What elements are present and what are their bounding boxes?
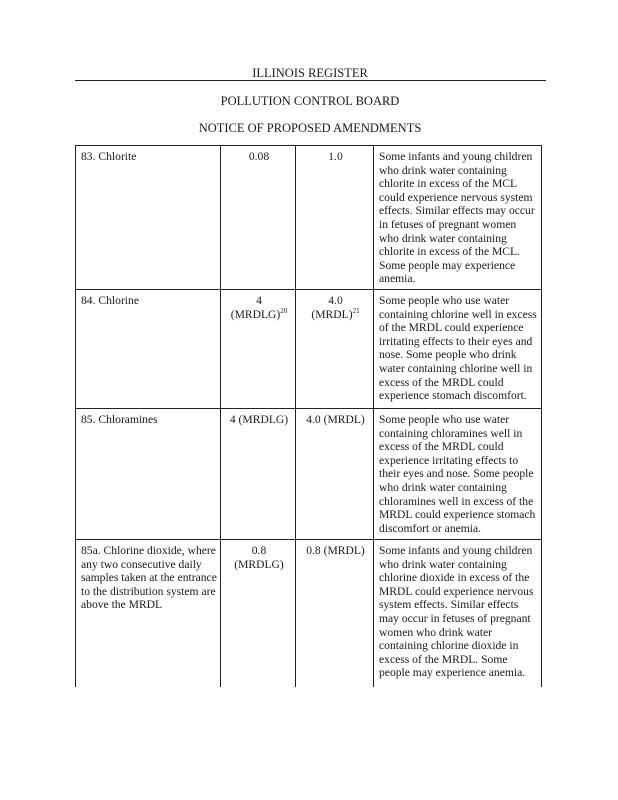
contaminant-cell: 83. Chlorite: [76, 146, 221, 290]
health-effects-cell: Some people who use water containing chlorine well in excess of the MRDL could experience irritating effects to their eyes and nose. Some people who drink water containing chlorine well in excess of the MRDL could experience stomach discomfort.: [374, 289, 542, 408]
table-row: [76, 539, 542, 687]
health-effects-cell: Some people who use water containing chloramines well in excess of the MRDL could experience irritating effects to their eyes and nose. Some people who drink water containing chloramines well in excess of the MRDL could experience stomach discomfort or anemia.: [374, 408, 542, 539]
mclg-value: 4: [256, 293, 262, 307]
mclg-cell: 4 (MRDLG): [221, 408, 296, 539]
mclg-cell: 0.08: [221, 146, 296, 290]
mcl-unit: (MRDL): [311, 307, 353, 321]
contaminant-cell: 85a. Chlorine dioxide, where any two consecutive daily samples taken at the entrance to the distribution system are above the MRDL: [76, 539, 221, 687]
table-row: [76, 146, 542, 290]
board-title: POLLUTION CONTROL BOARD: [220, 94, 400, 108]
header-rule: [75, 80, 546, 81]
notice-title: NOTICE OF PROPOSED AMENDMENTS: [198, 121, 422, 135]
mclg-value: 0.8: [251, 543, 267, 557]
register-title-text: ILLINOIS REGISTER: [252, 66, 368, 80]
mcl-value: 4.0: [328, 293, 343, 307]
health-effects-cell: Some infants and young children who drink water containing chlorite in excess of the MCL could experience nervous system effects. Similar effects may occur in fetuses of pregnant women who drink water containing chlorite in excess of the MCL. Some people may experience anemia.: [374, 146, 542, 290]
mclg-cell: [221, 539, 296, 687]
contaminant-table: [75, 145, 542, 687]
mcl-cell: 0.8 (MRDL): [296, 539, 374, 687]
mclg-unit: (MRDLG): [230, 307, 281, 321]
health-effects-cell: Some infants and young children who drink water containing chlorine dioxide in excess of the MRDL could experience nervous system effects. Similar effects may occur in fetuses of pregnant women who drink water containing chlorine dioxide in excess of the MRDL. Some people may experience anemia.: [374, 539, 542, 687]
mcl-cell: 4.0 (MRDL): [296, 408, 374, 539]
mcl-cell: 1.0: [296, 146, 374, 290]
mclg-cell: [221, 289, 296, 408]
table-row: [76, 289, 542, 408]
contaminant-cell: 85. Chloramines: [76, 408, 221, 539]
register-title: [75, 66, 545, 81]
mclg-unit: (MRDLG): [234, 557, 284, 571]
table-row: [76, 408, 542, 539]
footnote-ref: 21: [352, 306, 360, 315]
contaminant-cell: 84. Chlorine: [76, 289, 221, 408]
footnote-ref: 20: [280, 306, 288, 315]
mcl-cell: [296, 289, 374, 408]
